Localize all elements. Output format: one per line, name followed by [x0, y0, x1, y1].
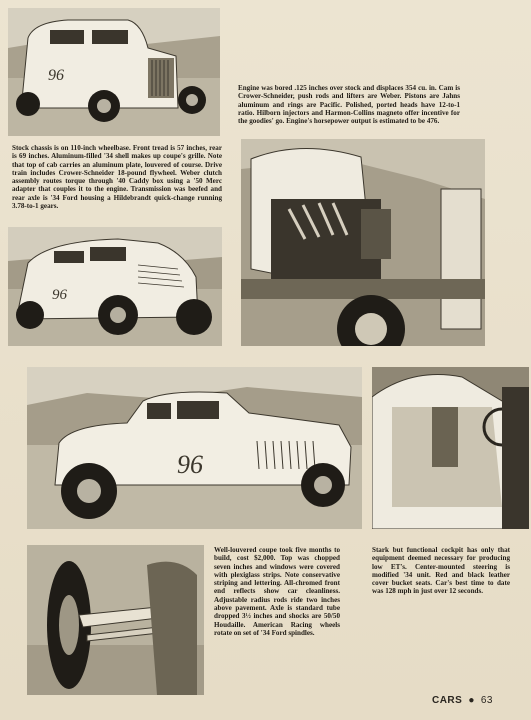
car-number-2: 96: [52, 287, 67, 303]
magazine-name: CARS: [431, 695, 463, 706]
photo-coupe-rear: [8, 227, 222, 346]
photo-cockpit: [372, 367, 529, 529]
caption-coupe: Well-louvered coupe took five months to build, cost $2,000. Top was chopped seven inches and windows were covered with plexiglass strips. Note conservative striping and lettering. All-chromed front end reflects show car cleanliness. Adjustable radius rods ride two inches above pavement. Axle is standard tube dropped 3½ inches and shocks are 50/50 Houdaille. American Racing wheels rotate on set of '34 Ford spindles.: [214, 546, 340, 637]
photo-front-end: [27, 545, 204, 695]
footer-bullet: ●: [468, 695, 475, 706]
caption-engine: Engine was bored .125 inches over stock and displaces 354 cu. in. Cam is Crower-Schneider, push rods and lifters are Weber. Pistons are Jahns aluminum and rings are Pacific. Polished, ported heads have 12-to-1 ratio. Hilborn injectors and Harmon-Collins magneto offer incentive for the goodies' go. Engine's horsepower output is estimated to be 476.: [238, 84, 460, 126]
caption-chassis: Stock chassis is on 110-inch wheelbase. Front tread is 57 inches, rear is 69 inches. Aluminum-filled '34 shell makes up coupe's grille. Note that top of cab carries an aluminum plate, louvered of course. Drive train includes Crower-Schneider 18-pound flywheel. Weber clutch assembly routes torque through '40 Caddy box using a '50 Merc adapter that couples it to the engine. Transmission was beefed and rear axle is '34 Ford housing a Hildebrandt quick-change running 3.78-to-1 gears.: [12, 144, 222, 211]
car-number-1: 96: [48, 67, 64, 84]
caption-cockpit: Stark but functional cockpit has only that equipment deemed necessary for producing low ET's. Center-mounted steering is modified '34 unit. Red and black leather cover bucket seats. Car's best time to date was 128 mph in just over 12 seconds.: [372, 546, 510, 596]
photo-engine: [241, 139, 485, 346]
car-number-3: 96: [177, 450, 203, 479]
page-number: 63: [480, 695, 493, 706]
page-footer: [432, 695, 493, 706]
photo-coupe-side: [27, 367, 362, 529]
photo-coupe-front: [8, 8, 220, 136]
